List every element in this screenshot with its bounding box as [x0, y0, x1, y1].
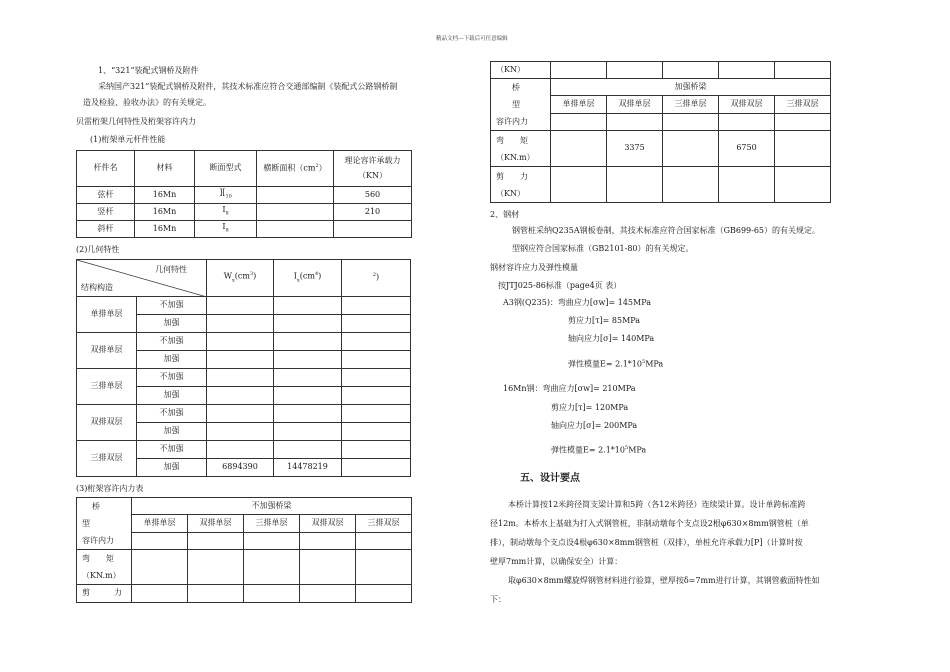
16mn-shear-stress: 剪应力[τ]= 120MPa: [551, 403, 629, 412]
table-row: 三排单层 不加强: [77, 369, 411, 387]
16mn-elastic-modulus: 弹性模量$E= 2.1*10^5MPa$: [551, 445, 647, 455]
table2-caption: (2)几何特性: [76, 245, 120, 254]
design-paragraph-line-4: 壁厚7mm计算，以确保安全）计算：: [490, 557, 623, 566]
col-header-i: $I_x(cm^4)$: [274, 260, 342, 297]
table-row: 三排双层 不加强: [77, 441, 411, 459]
page-header: 精品文档---下载后可任意编辑: [436, 36, 508, 42]
table-row: 双排单层 不加强: [77, 333, 411, 351]
bridge-type-header: 桥 型 容许内力: [491, 79, 551, 131]
table-row: 双排双层 不加强: [77, 405, 411, 423]
group-header: 加强桥梁: [551, 79, 831, 96]
table-row: 弯 矩 （KN.m） 3375 6750: [491, 131, 831, 167]
unreinforced-capacity-table: 桥 型 容许内力 不加强桥梁 单排单层 双排单层 三排单层 双排双层 三排双层 弯 矩 （KN.m） 剪 力: [76, 497, 412, 603]
design-paragraph-line-3: 排），制动墩每个支点设4根φ630×8mm钢管桩（双排），单桩允许承载力[P]（计算时按: [490, 538, 803, 547]
table-row: 单排单层 不加强: [77, 297, 411, 315]
table-row: 加强: [77, 351, 411, 369]
section-2-title: 2、钢材: [490, 210, 520, 219]
table-row: 加强: [77, 387, 411, 405]
section-5-title: 五、设计要点: [520, 473, 580, 484]
col-header-section: 断面型式: [195, 151, 257, 187]
col-header-w: $W_x(cm^3)$: [207, 260, 274, 297]
col-header-capacity: 理论容许承载力 （KN）: [334, 151, 412, 187]
design-paragraph-line-6: 下：: [490, 595, 506, 604]
col-header-material: 材料: [135, 151, 195, 187]
member-properties-table: [76, 150, 412, 238]
a3-axial-stress: 轴向应力[σ]= 140MPa: [568, 334, 655, 343]
table-row: 斜杆 16Mn $I_8$: [77, 221, 412, 238]
section-2-paragraph-2: 型钢应符合国家标准（GB2101-80）的有关规定。: [512, 244, 694, 253]
16mn-bending-stress: 16Mn钢：弯曲应力[σw]= 210MPa: [503, 384, 636, 393]
table3-caption: (3)桁架容许内力表: [76, 484, 144, 493]
table-row: 弯 矩 （KN.m）: [77, 550, 412, 585]
section-1-title: 1、“321”装配式钢桥及附件: [98, 66, 199, 75]
a3-shear-stress: 剪应力[τ]= 85MPa: [568, 316, 641, 325]
standard-reference: 按JTJ025-86标准（page4页 表）: [498, 281, 622, 290]
table-row: 加强 6894390 14478219: [77, 459, 411, 477]
geometry-table: [76, 259, 411, 477]
table1-caption: (1)桁架单元杆件性能: [90, 135, 166, 144]
group-header: 不加强桥梁: [132, 498, 412, 515]
col-header-area: 横断面积$(cm^2)$: [257, 151, 334, 187]
table-row: 加强: [77, 315, 411, 333]
reinforced-capacity-table: （KN） 桥 型 容许内力 加强桥梁 单排单层 双排单层 三排单层 双排双层 三排双层 弯 矩 （KN.m） 3375 6750 剪 力 （KN）: [490, 61, 831, 203]
16mn-axial-stress: 轴向应力[σ]= 200MPa: [551, 421, 638, 430]
table-row: 弦杆 16Mn ][$_{10}$ 560: [77, 187, 412, 204]
table-row: 竖杆 16Mn $I_8$ 210: [77, 204, 412, 221]
table-row: 加强: [77, 423, 411, 441]
a3-elastic-modulus: 弹性模量$E= 2.1*10^5MPa$: [568, 359, 664, 369]
col-header-extra: $^2$): [342, 260, 411, 297]
truss-intro: 贝雷桁架几何特性及桁架容许内力: [76, 117, 196, 126]
design-paragraph-line-2: 径12m。本桥水上基础为打入式钢管桩，非制动墩每个支点设2根φ630×8mm钢管桩（单: [490, 519, 809, 528]
section-2-paragraph: 钢管桩采纳Q235A钢板卷制，其技术标准应符合国家标准（GB699-65）的有关规定。: [512, 226, 821, 235]
table-row: 剪 力: [77, 585, 412, 603]
design-paragraph-line-1: 本桥计算按12米跨径简支梁计算和5跨（各12米跨径）连续梁计算。设计单跨标准跨: [508, 500, 806, 509]
section-1-paragraph: 采纳国产321”装配式钢桥及附件，其技术标准应符合交通部编制《装配式公路钢桥制: [98, 82, 398, 91]
allowable-stress-title: 钢材容许应力及弹性模量: [490, 263, 578, 272]
a3-bending-stress: A3钢(Q235)：弯曲应力[σw]= 145MPa: [503, 298, 651, 307]
table-row: 剪 力 （KN）: [491, 167, 831, 203]
bridge-type-header: 桥 型 容许内力: [77, 498, 132, 550]
section-1-paragraph-cont: 造及检验、验收办法》的有关规定。: [83, 98, 211, 107]
diagonal-header-cell: 几何特性 结构构造: [77, 260, 207, 297]
col-header-member: 杆件名: [77, 151, 135, 187]
design-paragraph-line-5: 取φ630×8mm螺旋焊钢管材料进行验算，壁厚按δ=7mm进行计算，其钢管截面特性如: [508, 576, 820, 585]
